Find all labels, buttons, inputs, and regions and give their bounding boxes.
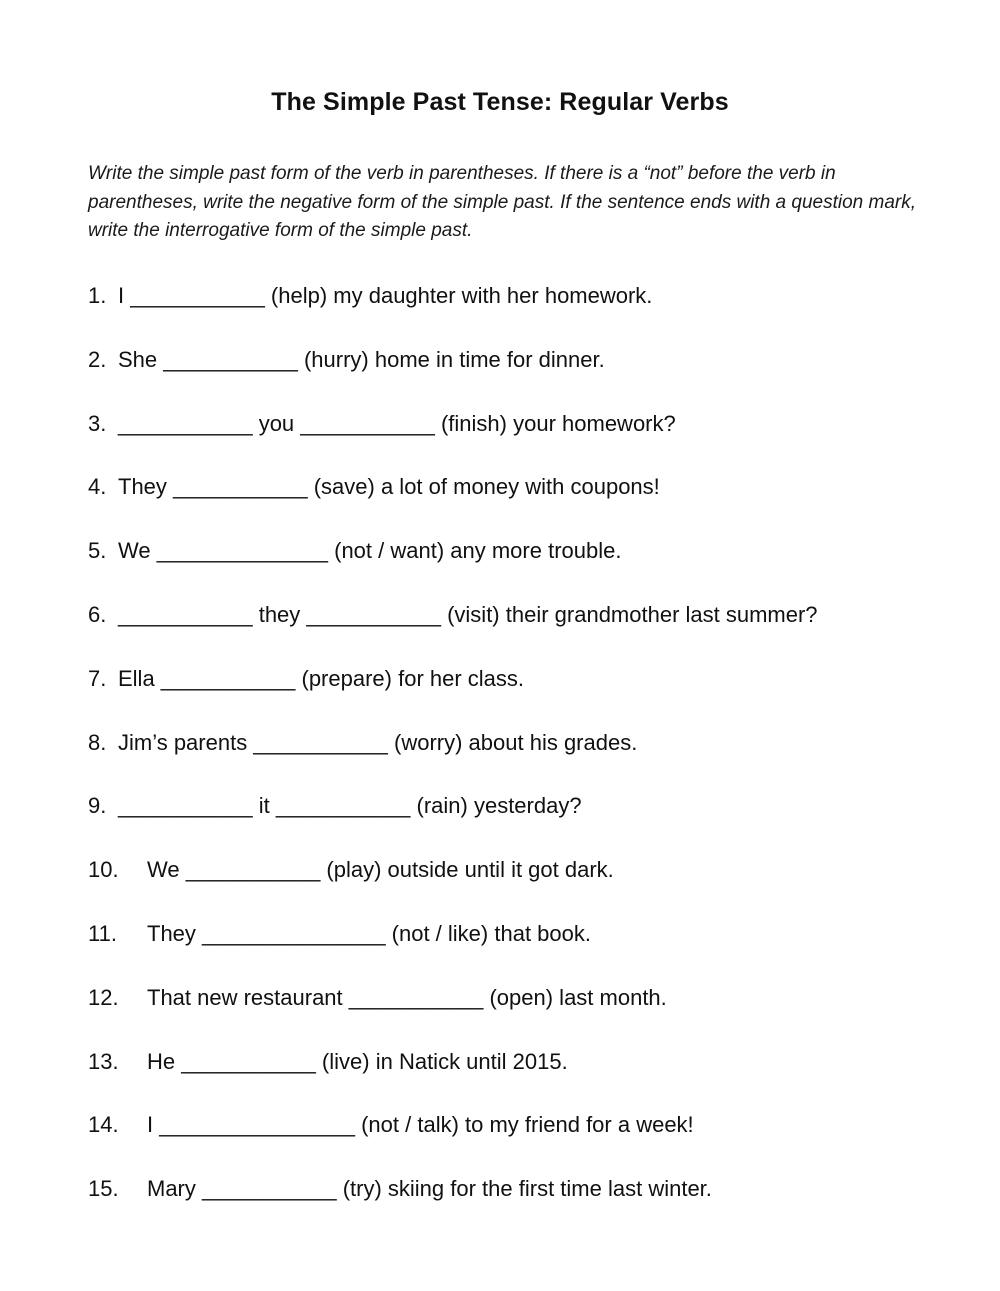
item-number: 9. bbox=[88, 793, 107, 819]
item-sentence: They ___________ (save) a lot of money with coupons! bbox=[118, 474, 660, 500]
item-number: 14. bbox=[88, 1112, 119, 1138]
exercise-item bbox=[88, 1171, 948, 1235]
item-number: 12. bbox=[88, 984, 119, 1010]
exercise-item bbox=[88, 852, 948, 916]
exercise-item bbox=[88, 916, 948, 980]
item-sentence: I ___________ (help) my daughter with her homework. bbox=[118, 283, 653, 308]
item-sentence: Mary ___________ (try) skiing for the first time last winter. bbox=[147, 1176, 712, 1202]
item-sentence: He ___________ (live) in Natick until 2015. bbox=[147, 1048, 568, 1074]
item-number: 8. bbox=[88, 729, 107, 755]
item-sentence: Jim’s parents ___________ (worry) about his grades. bbox=[118, 729, 638, 755]
item-number: 13. bbox=[88, 1048, 119, 1074]
item-sentence: We ___________ (play) outside until it got dark. bbox=[147, 857, 614, 883]
item-number: 1. bbox=[88, 283, 107, 308]
item-sentence: We ______________ (not / want) any more trouble. bbox=[118, 538, 622, 564]
item-sentence: That new restaurant ___________ (open) last month. bbox=[147, 984, 667, 1010]
exercise-item bbox=[88, 661, 948, 725]
exercise-item bbox=[88, 1107, 948, 1171]
item-number: 6. bbox=[88, 601, 107, 627]
exercise-item bbox=[88, 980, 948, 1044]
exercise-item bbox=[88, 342, 948, 406]
item-number: 15. bbox=[88, 1176, 119, 1202]
item-number: 4. bbox=[88, 474, 107, 500]
worksheet-title: The Simple Past Tense: Regular Verbs bbox=[271, 88, 729, 116]
item-number: 7. bbox=[88, 665, 107, 691]
item-number: 10. bbox=[88, 857, 119, 883]
item-sentence: ___________ it ___________ (rain) yesterday? bbox=[118, 793, 582, 819]
item-number: 3. bbox=[88, 410, 107, 436]
item-sentence: She ___________ (hurry) home in time for dinner. bbox=[118, 346, 605, 372]
item-number: 11. bbox=[88, 920, 117, 946]
item-number: 5. bbox=[88, 538, 107, 564]
worksheet-instructions: Write the simple past form of the verb in parentheses. If there is a “not” before the verb in parentheses, write the negative form of the simple past. If the sentence ends with a question mark, write the interrogative form of the simple past. bbox=[88, 163, 917, 241]
exercise-item bbox=[88, 1044, 948, 1108]
exercise-item bbox=[88, 406, 948, 470]
item-sentence: ___________ you ___________ (finish) your homework? bbox=[118, 410, 676, 436]
item-sentence: ___________ they ___________ (visit) their grandmother last summer? bbox=[118, 601, 818, 627]
item-sentence: I ________________ (not / talk) to my friend for a week! bbox=[147, 1112, 694, 1138]
item-sentence: They _______________ (not / like) that book. bbox=[147, 920, 591, 946]
item-number: 2. bbox=[88, 346, 107, 372]
exercise-item bbox=[88, 533, 948, 597]
exercise-list bbox=[88, 278, 948, 1235]
exercise-item bbox=[88, 597, 948, 661]
item-sentence: Ella ___________ (prepare) for her class. bbox=[118, 665, 525, 691]
exercise-item bbox=[88, 469, 948, 533]
exercise-item bbox=[88, 788, 948, 852]
exercise-item bbox=[88, 278, 948, 342]
exercise-item bbox=[88, 725, 948, 789]
